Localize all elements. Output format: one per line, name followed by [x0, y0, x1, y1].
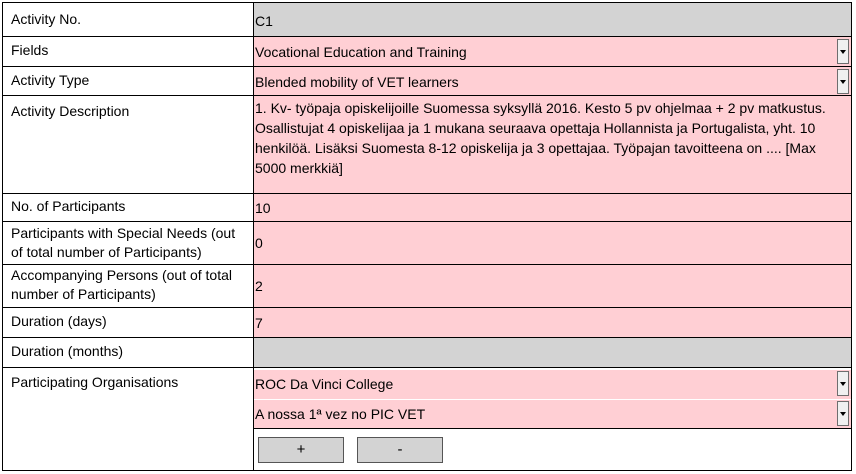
- special-needs-value: 0: [255, 235, 263, 251]
- no-participants-label: No. of Participants: [11, 198, 126, 214]
- row-divider: [2, 221, 852, 222]
- row-divider: [2, 66, 852, 67]
- activity-type-label: Activity Type: [11, 72, 90, 88]
- org2-dropdown-button[interactable]: [837, 401, 849, 426]
- add-organisation-button[interactable]: +: [258, 437, 344, 463]
- row-divider: [2, 95, 852, 96]
- fields-label: Fields: [11, 42, 49, 58]
- row-divider: [2, 367, 852, 368]
- org1-value: ROC Da Vinci College: [255, 376, 394, 392]
- row-divider: [2, 337, 852, 338]
- org1-dropdown-button[interactable]: [837, 371, 849, 396]
- remove-organisation-button[interactable]: -: [357, 437, 443, 463]
- special-needs-label-line1: Participants with Special Needs (out: [11, 225, 236, 241]
- activity-type-dropdown-button[interactable]: [837, 69, 849, 94]
- activity-no-value: C1: [255, 13, 273, 29]
- no-participants-value: 10: [255, 200, 271, 216]
- activity-description-value: 1. Kv- työpaja opiskelijoille Suomessa syksyllä 2016. Kesto 5 pv ohjelmaa + 2 pv matkustus. Osallistujat 4 opiskelijaa ja 1 mukana seuraava opettaja Hollannista ja Portugalista, yht. 10 henkilöä. Lisäksi Suomesta 8-12 opiskelija ja 3 opettajaa. Työpajan tavoitteena on .... [Max 5000 merkkiä]: [255, 100, 826, 176]
- accompanying-value: 2: [255, 278, 263, 294]
- duration-months-label: Duration (months): [11, 343, 124, 359]
- activity-type-value: Blended mobility of VET learners: [255, 74, 459, 90]
- special-needs-label-line2: of total number of Participants): [11, 244, 202, 260]
- participating-orgs-label: Participating Organisations: [11, 374, 179, 390]
- chevron-down-icon: [840, 382, 846, 386]
- fields-value: Vocational Education and Training: [255, 44, 467, 60]
- activity-description-label: Activity Description: [11, 103, 130, 119]
- chevron-down-icon: [840, 412, 846, 416]
- row-divider: [2, 307, 852, 308]
- column-divider: [253, 2, 254, 471]
- org-field-bottom: [254, 428, 851, 429]
- duration-days-label: Duration (days): [11, 313, 107, 329]
- org-field-gap: [254, 399, 851, 400]
- row-divider: [2, 193, 852, 194]
- chevron-down-icon: [840, 50, 846, 54]
- org2-value: A nossa 1ª vez no PIC VET: [255, 406, 426, 422]
- accompanying-label-line2: number of Participants): [11, 286, 156, 302]
- activity-no-label: Activity No.: [11, 11, 82, 27]
- duration-days-value: 7: [255, 315, 263, 331]
- row-divider: [2, 36, 852, 37]
- fields-dropdown-button[interactable]: [837, 39, 849, 64]
- accompanying-label-line1: Accompanying Persons (out of total: [11, 267, 233, 283]
- chevron-down-icon: [840, 80, 846, 84]
